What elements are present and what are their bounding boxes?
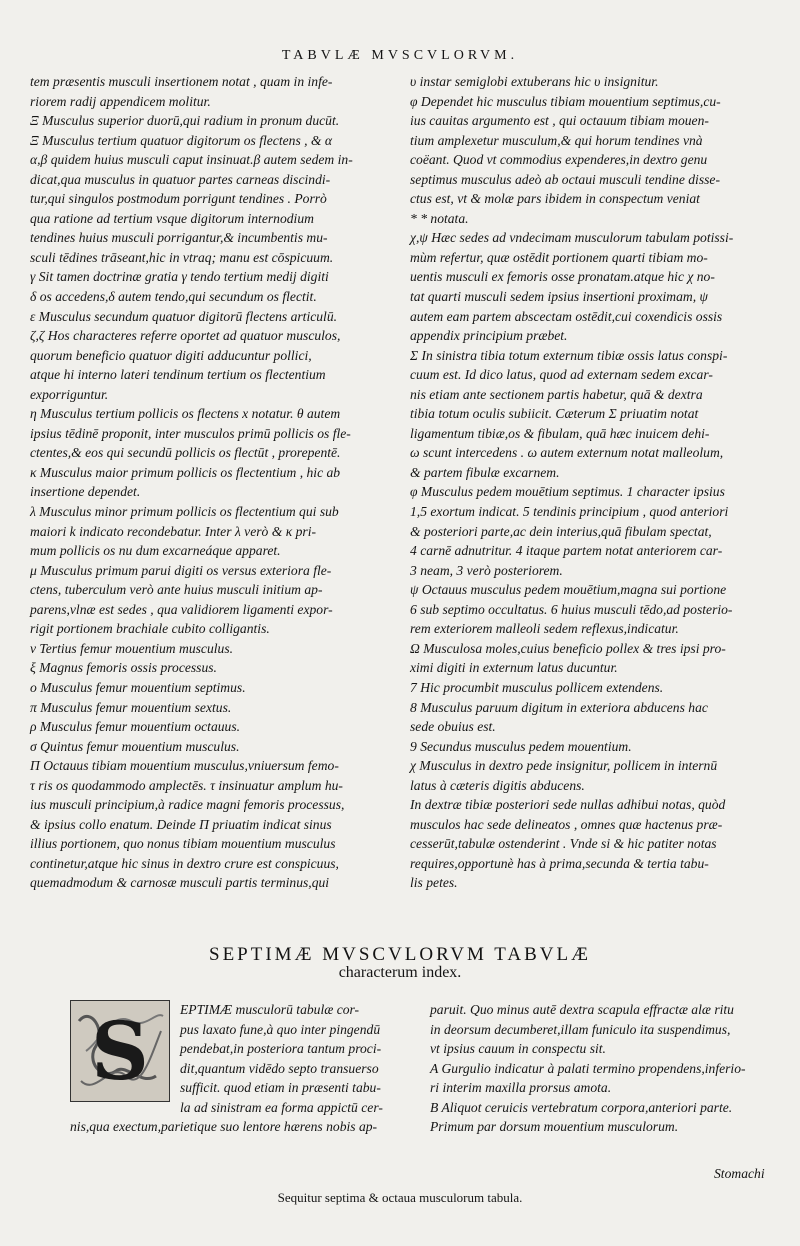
text-line: lis petes. [410, 875, 458, 891]
text-line: maiori k indicato recondebatur. Inter λ verò & κ pri- [30, 523, 317, 539]
text-line: tium amplexetur musculum,& qui horum tendines vnà [410, 132, 703, 148]
text-line: paruit. Quo minus autē dextra scapula effractæ alæ ritu [430, 1002, 734, 1017]
text-line: qua ratione ad tertium vsque digitorum internodium [30, 210, 314, 226]
text-line: latus à cæteris digitis abducens. [410, 777, 585, 793]
running-header: TABVLÆ MVSCVLORVM. [281, 48, 519, 63]
text-line: 9 Secundus musculus pedem mouentium. [410, 738, 632, 754]
text-line: sufficit. quod etiam in præsenti tabu- [180, 1080, 381, 1096]
text-line: ξ Magnus femoris ossis processus. [30, 660, 217, 676]
text-line: dit,quantum vidēdo septo transuerso [180, 1060, 379, 1076]
text-line: 7 Hic procumbit musculus pollicem extendens. [410, 679, 664, 695]
text-line: 1,5 exortum indicat. 5 tendinis principium , quod anteriori [410, 504, 729, 520]
text-line: & ipsius collo enatum. Deinde Π priuatim indicat sinus [30, 816, 332, 832]
text-line: ctens, tuberculum verò ante huius musculi initium ap- [30, 582, 323, 598]
text-line: vt ipsius cauum in conspectu sit. [430, 1041, 606, 1057]
text-line: ctus est, vt & molæ pars ibidem in conspectum veniat [410, 191, 700, 207]
text-line: ximi digiti in externum latus ducuntur. [410, 660, 618, 676]
bottom-left-text [70, 1000, 400, 1137]
text-line: tat quarti musculi sedem ipsius insertioni proximam, ψ [410, 289, 708, 305]
text-line: 8 Musculus paruum digitum in exteriora abducens hac [410, 699, 708, 715]
text-line: quemadmodum & carnosæ musculi partis terminus,qui [30, 875, 330, 891]
text-line: φ Musculus pedem mouētium septimus. 1 character ipsius [410, 484, 725, 500]
text-line: * * notata. [410, 210, 469, 226]
text-line: rem exteriorem malleoli sedem reflexus,indicatur. [410, 621, 679, 637]
text-line: ri interim maxilla prorsus amota. [430, 1080, 612, 1096]
catchword: Stomachi [714, 1166, 765, 1181]
text-line: in deorsum decumberet,illam funiculo ita suspendimus, [430, 1021, 731, 1037]
text-line: ε Musculus secundum quatuor digitorū flectens articulū. [30, 308, 338, 324]
text-line: EPTIMÆ musculorū tabulæ cor- [180, 1002, 360, 1017]
text-line: cesserūt,tabulæ ostenderint . Vnde si & hic patiter notas [410, 836, 717, 852]
text-line: riorem radij appendicem molitur. [30, 93, 211, 109]
text-line: Ξ Musculus tertium quatuor digitorum os flectens , & α [30, 132, 333, 148]
text-line: ζ,ζ Hos characteres referre oportet ad quatuor musculos, [30, 328, 341, 344]
text-line: 3 neam, 3 verò posteriorem. [410, 562, 563, 578]
text-line: Σ In sinistra tibia totum externum tibiæ ossis latus conspi- [410, 347, 728, 363]
text-line: la ad sinistram ea forma appictū cer- [180, 1099, 383, 1115]
text-line: υ instar semiglobi extuberans hic υ insignitur. [410, 74, 659, 89]
text-line: ius musculi principium,à radice magni femoris processus, [30, 797, 345, 813]
text-line: κ Musculus maior primum pollicis os flectentium , hic ab [30, 464, 341, 480]
text-line: sede obuius est. [410, 719, 496, 735]
text-line: γ Sit tamen doctrinæ gratia γ tendo tertium medij digiti [30, 269, 329, 285]
text-line: Primum par dorsum mouentium musculorum. [430, 1119, 679, 1135]
text-line: μ Musculus primum parui digiti os versus exteriora fle- [30, 562, 332, 578]
text-line: requires,opportunè has à prima,secunda & tertia tabu- [410, 855, 709, 871]
text-line: A Gurgulio indicatur à palati termino propendens,inferio- [430, 1060, 746, 1076]
left-column [30, 72, 400, 893]
text-line: coëant. Quod vt commodius expenderes,in dextro genu [410, 152, 708, 168]
right-column [410, 72, 790, 893]
text-line: ligamentum tibiæ,os & fibulam, quā hæc inuicem dehi- [410, 425, 710, 441]
text-line: sculi tēdines trāseant,hic in vtraq; manu est cōspicuum. [30, 249, 334, 265]
svg-text:S: S [91, 1004, 149, 1098]
text-line: σ Quintus femur mouentium musculus. [30, 738, 240, 754]
text-line: Ω Musculosa moles,cuius beneficio pollex & tres ipsi pro- [410, 640, 726, 656]
text-line: atque hi interno lateri tendinum tertium os flectentium [30, 367, 326, 383]
text-line: nis,qua exectum,parietique suo lentore hærens nobis ap- [70, 1119, 378, 1135]
bottom-right-text [430, 1000, 790, 1137]
text-line: & posteriori parte,ac dein interius,quā fibulam spectat, [410, 523, 712, 539]
text-line: tibia totum oculis subiicit. Cæterum Σ priuatim notat [410, 406, 699, 422]
text-line: ρ Musculus femur mouentium octauus. [30, 719, 241, 735]
text-line: χ Musculus in dextro pede insignitur, pollicem in internū [410, 758, 718, 774]
text-line: tendines huius musculi porrigantur,& incumbentis mu- [30, 230, 328, 246]
text-line: φ Dependet hic musculus tibiam mouentium septimus,cu- [410, 93, 721, 109]
text-line: δ os accedens,δ autem tendo,qui secundum os flectit. [30, 289, 317, 305]
text-line: pus laxato fune,à quo inter pingendū [180, 1021, 381, 1037]
text-line: appendix principium præbet. [410, 328, 568, 344]
text-line: autem eam partem abscectam ostēdit,cui coxendicis ossis [410, 308, 723, 324]
text-line: musculos hac sede delineatos , omnes quæ hactenus præ- [410, 816, 723, 832]
text-line: tur,qui singulos postmodum porrigunt tendines . Porrò [30, 191, 327, 207]
text-line: ο Musculus femur mouentium septimus. [30, 679, 246, 695]
text-line: continetur,atque hic sinus in dextro crure est conspicuus, [30, 855, 339, 871]
decorated-initial-icon [71, 1001, 169, 1101]
text-line: dicat,qua musculus in quatuor partes carneas discindi- [30, 171, 331, 187]
text-line: illius portionem, quo nonus tibiam mouentium musculus [30, 836, 336, 852]
text-line: uentis musculi ex femoris osse pronatam.atque hic χ no- [410, 269, 715, 285]
text-line: exporriguntur. [30, 386, 109, 402]
text-line: nis etiam ante sectionem partis habetur, quā & dextra [410, 386, 703, 402]
text-line: mùm refertur, quæ ostēdit portionem quarti tibiam mo- [410, 249, 708, 265]
text-line: parens,vlnæ est sedes , qua validiorem ligamenti expor- [30, 601, 333, 617]
text-line: mum pollicis os nu dum excarneáque apparet. [30, 543, 281, 559]
section-title: SEPTIMÆ MVSCVLORVM TABVLÆ [209, 944, 591, 965]
text-line: & partem fibulæ excarnem. [410, 464, 560, 480]
text-line: septimus musculus adeò ab octaui musculi tendine disse- [410, 171, 720, 187]
text-line: tem præsentis musculi insertionem notat , quam in infe- [30, 74, 333, 89]
text-line: ctentes,& eos qui secundū pollicis os flectūt , prorepentē. [30, 445, 341, 461]
text-line: λ Musculus minor primum pollicis os flectentium qui sub [30, 504, 339, 520]
text-line: τ ris os quodammodo amplectēs. τ insinuatur amplum hu- [30, 777, 343, 793]
text-line: ω scunt intercedens . ω autem externum notat malleolum, [410, 445, 724, 461]
text-line: ψ Octauus musculus pedem mouētium,magna sui portione [410, 582, 727, 598]
text-line: η Musculus tertium pollicis os flectens x notatur. θ autem [30, 406, 341, 422]
text-line: 4 carnē adnutritur. 4 itaque partem notat anteriorem car- [410, 543, 723, 559]
text-line: ν Tertius femur mouentium musculus. [30, 640, 234, 656]
text-line: B Aliquot ceruicis vertebratum corpora,anteriori parte. [430, 1099, 733, 1115]
text-line: 6 sub septimo occultatus. 6 huius musculi tēdo,ad posterio- [410, 601, 733, 617]
footer-note: Sequitur septima & octaua musculorum tabula. [277, 1190, 523, 1205]
text-line: ipsius tēdinē proponit, inter musculos primū pollicis os fle- [30, 425, 351, 441]
decorated-initial-letter [70, 1000, 170, 1102]
text-line: pendebat,in posteriora tantum proci- [180, 1041, 382, 1057]
text-line: rigit portionem brachiale cubito colligantis. [30, 621, 270, 637]
text-line: quorum beneficio quatuor digiti adducuntur pollici, [30, 347, 312, 363]
text-line: In dextræ tibiæ posteriori sede nullas adhibui notas, quòd [410, 797, 726, 813]
text-line: cuum est. Id dico latus, quod ad externam sedem excar- [410, 367, 713, 383]
section-subtitle: characterum index. [338, 964, 462, 981]
text-line: π Musculus femur mouentium sextus. [30, 699, 232, 715]
text-line: Π Octauus tibiam mouentium musculus,vniuersum femo- [30, 758, 339, 774]
text-line: α,β quidem huius musculi caput insinuat.β autem sedem in- [30, 152, 353, 168]
text-line: ius cauitas argumento est , qui octauum tibiam mouen- [410, 113, 709, 129]
text-line: χ,ψ Hæc sedes ad vndecimam musculorum tabulam potissi- [410, 230, 734, 246]
text-line: Ξ Musculus superior duorū,qui radium in pronum ducūt. [30, 113, 340, 129]
text-line: insertione dependet. [30, 484, 141, 500]
